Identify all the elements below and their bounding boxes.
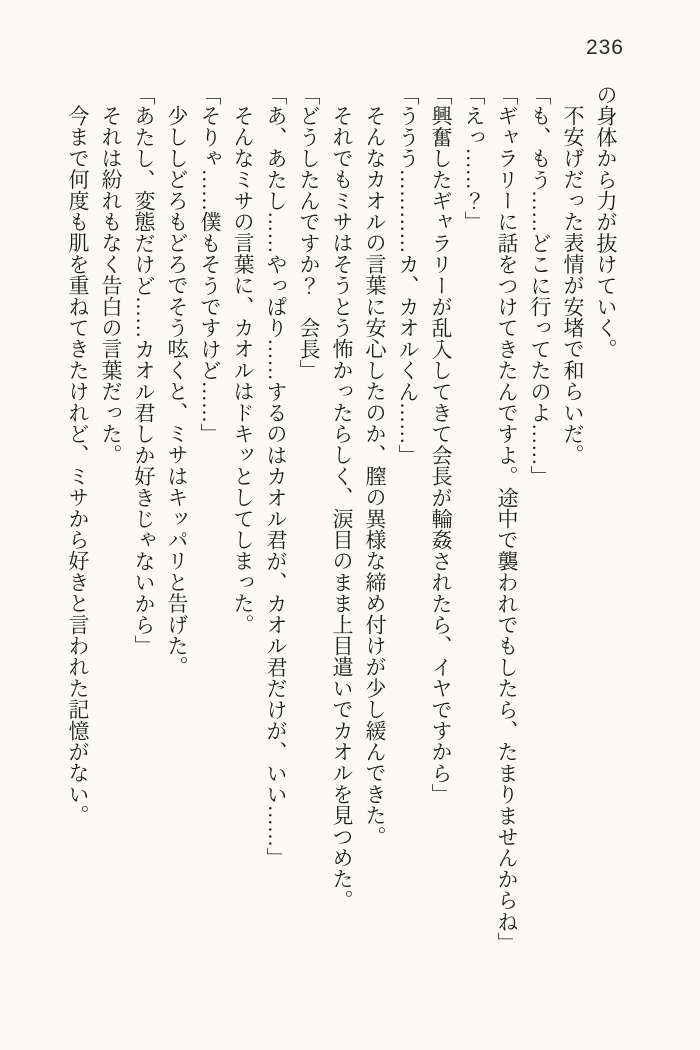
text-column: それは紛れもなく告白の言葉だった。 bbox=[99, 105, 123, 466]
text-column: 「あ、あたし……やっぱり……するのはカオル君が、カオル君だけが、いい……」 bbox=[264, 84, 288, 869]
page-number: 236 bbox=[585, 36, 624, 59]
text-column: 「ギャラリーに話をつけてきたんですよ。途中で襲われでもしたら、たまりませんからね」 bbox=[495, 84, 519, 954]
text-column: 少ししどろもどろでそう呟くと、ミサはキッパリと告げた。 bbox=[165, 105, 189, 678]
text-column: 「も、もう……どこに行ってたのよ……」 bbox=[528, 84, 552, 487]
text-column: 「あたし、変態だけど……カオル君しか好きじゃないから」 bbox=[132, 84, 156, 657]
text-column: 「ううう…………カ、カオルくん……」 bbox=[396, 84, 420, 466]
text-column: 今まで何度も肌を重ねてきたけれど、ミサから好きと言われた記憶がない。 bbox=[66, 105, 90, 826]
text-column: 「どうしたんですか？ 会長」 bbox=[297, 84, 321, 381]
text-column: そんなミサの言葉に、カオルはドキッとしてしまった。 bbox=[231, 105, 255, 635]
text-column: 「そりゃ……僕もそうですけど……」 bbox=[198, 84, 222, 445]
text-column: そんなカオルの言葉に安心したのか、膣の異様な締め付けが少し緩んできた。 bbox=[363, 105, 387, 848]
text-column: 不安げだった表情が安堵で和らいだ。 bbox=[561, 105, 585, 466]
text-column: の身体から力が抜けていく。 bbox=[594, 84, 618, 360]
text-column: 「えっ……？」 bbox=[462, 84, 486, 233]
vertical-text bbox=[61, 84, 622, 956]
text-column: それでもミサはそうとう怖かったらしく、涙目のまま上目遣いでカオルを見つめた。 bbox=[330, 105, 354, 911]
text-column: 「興奮したギャラリーが乱入してきて会長が輪姦されたら、イヤですから」 bbox=[429, 84, 453, 805]
